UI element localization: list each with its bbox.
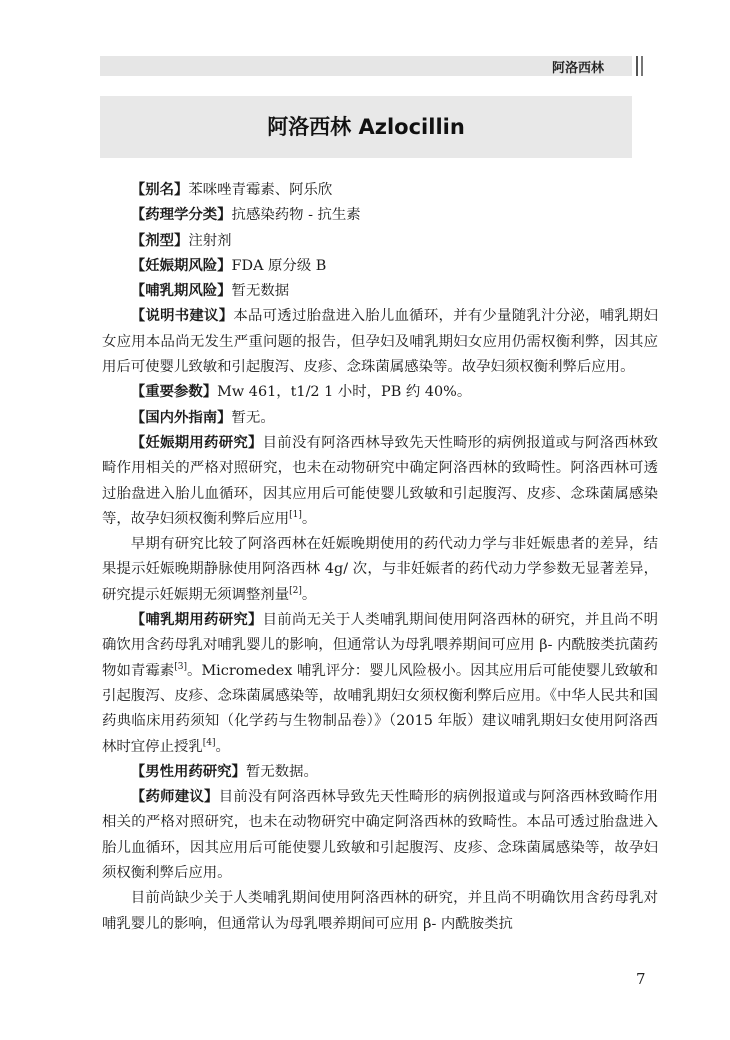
paragraph-label-advice [102, 304, 658, 380]
paragraph-pharmacist-advice [102, 785, 658, 886]
section-text-end: 。 [301, 586, 317, 603]
section-text-end: 。 [215, 738, 230, 755]
body-text [102, 178, 658, 937]
section-text: 目前尚无关于人类哺乳期间使用阿洛西林的研究，并且尚不明确饮用含药母乳对哺乳婴儿的影响，但通常认为母乳喂养期间可应用 β- 内酰胺类抗菌药物如青霉素 [102, 612, 658, 679]
section-text: 早期有研究比较了阿洛西林在妊娠晚期使用的药代动力学与非妊娠患者的差异，结果提示妊娠晚期静脉使用阿洛西林 4g/ 次，与非妊娠者的药代动力学参数无显著差异，研究提示妊娠期无须调整剂量 [102, 536, 658, 603]
section-text-end: 。 [301, 510, 317, 527]
section-label: 【妊娠期用药研究】 [130, 434, 263, 451]
paragraph-alias [102, 178, 658, 203]
citation-ref: [2] [289, 585, 302, 596]
title-band [100, 96, 632, 158]
section-text: 目前尚缺少关于人类哺乳期间使用阿洛西林的研究，并且尚不明确饮用含药母乳对哺乳婴儿的影响，但通常认为母乳喂养期间可应用 β- 内酰胺类抗 [102, 890, 658, 932]
page-number: 7 [636, 970, 646, 988]
section-text: 抗感染药物 - 抗生素 [231, 207, 361, 224]
section-text: 暂无。 [231, 409, 275, 426]
section-text-middle: 。Micromedex 哺乳评分：婴儿风险极小。因其应用后可能使婴儿致敏和引起腹泻、皮疹、念珠菌属感染等，故哺乳期妇女须权衡利弊后应用。《中华人民共和国药典临床用药须知（化学药与生物制品卷）》（2015 年版）建议哺乳期妇女使用阿洛西林时宜停止授乳 [102, 662, 658, 755]
section-text: 本品可透过胎盘进入胎儿血循环，并有少量随乳汁分泌，哺乳期妇女应用本品尚无发生严重问题的报告，但孕妇及哺乳期妇女应用仍需权衡利弊，因其应用后可使婴儿致敏和引起腹泻、皮疹、念珠菌属感染等。故孕妇须权衡利弊后应用。 [102, 308, 658, 376]
section-label: 【说明书建议】 [130, 308, 234, 325]
section-text: 注射剂 [188, 232, 232, 249]
section-label: 【国内外指南】 [130, 409, 232, 426]
section-text: 目前没有阿洛西林导致先天性畸形的病例报道或与阿洛西林致畸作用相关的严格对照研究，也未在动物研究中确定阿洛西林的致畸性。阿洛西林可透过胎盘进入胎儿血循环，因其应用后可能使婴儿致敏和引起腹泻、皮疹、念珠菌属感染等，故孕妇须权衡利弊后应用 [102, 434, 658, 527]
section-text: 目前没有阿洛西林导致先天性畸形的病例报道或与阿洛西林致畸作用相关的严格对照研究，也未在动物研究中确定阿洛西林的致畸性。本品可透过胎盘进入胎儿血循环，因其应用后可能使婴儿致敏和引起腹泻、皮疹、念珠菌属感染等，故孕妇须权衡利弊后应用。 [102, 789, 658, 882]
paragraph-pharmacist-advice-lactation [102, 886, 658, 937]
paragraph-pregnancy-pk-study [102, 532, 658, 608]
running-head-title: 阿洛西林 [551, 61, 604, 76]
section-label: 【哺乳期用药研究】 [130, 612, 263, 629]
section-text: 暂无数据。 [245, 763, 318, 780]
paragraph-lactation-risk [102, 279, 658, 304]
section-text: Mw 461，t1/2 1 小时，PB 约 40%。 [217, 384, 472, 401]
paragraph-lactation-research [102, 608, 658, 760]
paragraph-pregnancy-risk [102, 254, 658, 279]
paragraph-male-research [102, 760, 658, 785]
citation-ref: [4] [202, 737, 216, 748]
paragraph-pregnancy-research [102, 431, 658, 532]
section-text: 暂无数据 [231, 283, 290, 300]
citation-ref: [3] [174, 661, 187, 672]
running-head [100, 56, 632, 76]
section-label: 【剂型】 [130, 232, 189, 249]
paragraph-key-parameters [102, 380, 658, 405]
section-label: 【药理学分类】 [130, 207, 232, 224]
section-text: 苯咪唑青霉素、阿乐欣 [188, 182, 333, 198]
section-label: 【妊娠期风险】 [130, 257, 232, 274]
section-label: 【药师建议】 [130, 789, 219, 806]
paragraph-pharmacology-class [102, 203, 658, 228]
running-head-bar [636, 56, 638, 76]
paragraph-dosage-form [102, 229, 658, 254]
citation-ref: [1] [289, 510, 302, 521]
section-label: 【重要参数】 [130, 384, 218, 401]
section-label: 【男性用药研究】 [130, 763, 246, 780]
section-text: FDA 原分级 B [231, 257, 327, 274]
section-label: 【别名】 [130, 182, 189, 198]
page-title: 阿洛西林 Azlocillin [267, 115, 465, 139]
paragraph-guidelines [102, 406, 658, 431]
running-head-bar [641, 56, 643, 76]
section-label: 【哺乳期风险】 [130, 283, 232, 300]
